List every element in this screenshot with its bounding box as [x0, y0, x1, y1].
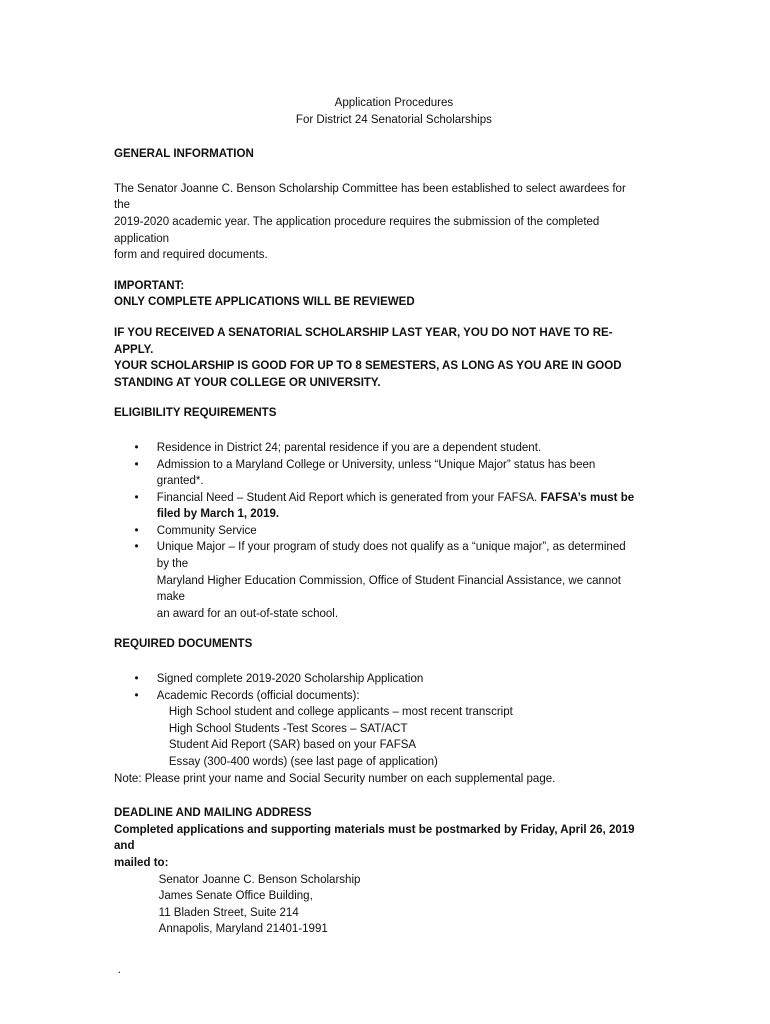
address-line: Senator Joanne C. Benson Scholarship	[158, 871, 361, 886]
list-item	[114, 522, 635, 539]
list-item	[114, 439, 635, 456]
general-paragraph	[114, 180, 635, 263]
list-item	[114, 670, 635, 687]
list-item	[114, 489, 635, 522]
list-item-text: an award for an out-of-state school.	[156, 605, 339, 620]
important-block	[114, 277, 635, 310]
sub-item: Student Aid Report (SAR) based on your FAFSA	[168, 737, 417, 752]
fafsa-deadline-date: filed by March 1, 2019.	[156, 506, 280, 521]
general-line: The Senator Joanne C. Benson Scholarship Committee has been established to select awardees for the	[114, 180, 626, 212]
required-list	[114, 670, 635, 703]
list-item-text: Signed complete 2019-2020 Scholarship Application	[156, 671, 424, 686]
fafsa-deadline-text: FAFSA’s must be	[540, 489, 635, 504]
general-line: 2019-2020 academic year. The application procedure requires the submission of the completed application	[114, 213, 600, 245]
deadline-text: mailed to:	[114, 854, 169, 869]
list-item	[114, 687, 635, 704]
document-body	[114, 94, 635, 978]
eligibility-heading: ELIGIBILITY REQUIREMENTS	[114, 405, 277, 420]
list-item-text: Admission to a Maryland College or University, unless “Unique Major” status has been granted*.	[156, 456, 596, 488]
required-heading: REQUIRED DOCUMENTS	[114, 636, 253, 651]
document-header	[114, 94, 674, 127]
sub-item: Essay (300-400 words) (see last page of application)	[168, 754, 438, 768]
notice-line: STANDING AT YOUR COLLEGE OR UNIVERSITY.	[114, 374, 381, 389]
academic-records-sublist	[114, 703, 635, 769]
list-item	[114, 456, 635, 489]
reapply-notice	[114, 324, 635, 390]
address-line: Annapolis, Maryland 21401-1991	[158, 921, 328, 936]
list-item-text: Residence in District 24; parental residence if you are a dependent student.	[156, 439, 542, 454]
notice-line: IF YOU RECEIVED A SENATORIAL SCHOLARSHIP LAST YEAR, YOU DO NOT HAVE TO RE-APPLY.	[114, 324, 613, 356]
list-item-text: Financial Need – Student Aid Report which is generated from your FAFSA.	[156, 489, 541, 504]
mailing-address	[114, 871, 635, 937]
important-label: IMPORTANT:	[114, 277, 185, 292]
list-item-text: Community Service	[156, 522, 257, 537]
general-heading: GENERAL INFORMATION	[114, 146, 254, 161]
notice-line: YOUR SCHOLARSHIP IS GOOD FOR UP TO 8 SEMESTERS, AS LONG AS YOU ARE IN GOOD	[114, 358, 622, 373]
sub-item: High School Students -Test Scores – SAT/ACT	[168, 720, 408, 735]
important-text: ONLY COMPLETE APPLICATIONS WILL BE REVIEWED	[114, 294, 415, 309]
address-line: James Senate Office Building,	[158, 888, 313, 903]
list-item	[114, 538, 635, 621]
deadline-text: Completed applications and supporting materials must be postmarked by Friday, April 26, 2019 and	[114, 821, 635, 853]
sub-item: High School student and college applicants – most recent transcript	[168, 704, 513, 719]
required-note: Note: Please print your name and Social Security number on each supplemental page.	[114, 770, 556, 785]
eligibility-list	[114, 439, 635, 622]
address-line: 11 Bladen Street, Suite 214	[158, 904, 299, 919]
list-item-text: Maryland Higher Education Commission, Office of Student Financial Assistance, we cannot make	[156, 572, 621, 604]
trailing-period: .	[117, 961, 121, 976]
header-subtitle: For District 24 Senatorial Scholarships	[295, 111, 492, 126]
list-item-text: Unique Major – If your program of study does not qualify as a “unique major”, as determined by the	[156, 539, 626, 571]
general-line: form and required documents.	[114, 247, 268, 262]
header-title: Application Procedures	[334, 95, 454, 109]
deadline-heading: DEADLINE AND MAILING ADDRESS	[114, 805, 312, 820]
list-item-text: Academic Records (official documents):	[156, 687, 360, 702]
